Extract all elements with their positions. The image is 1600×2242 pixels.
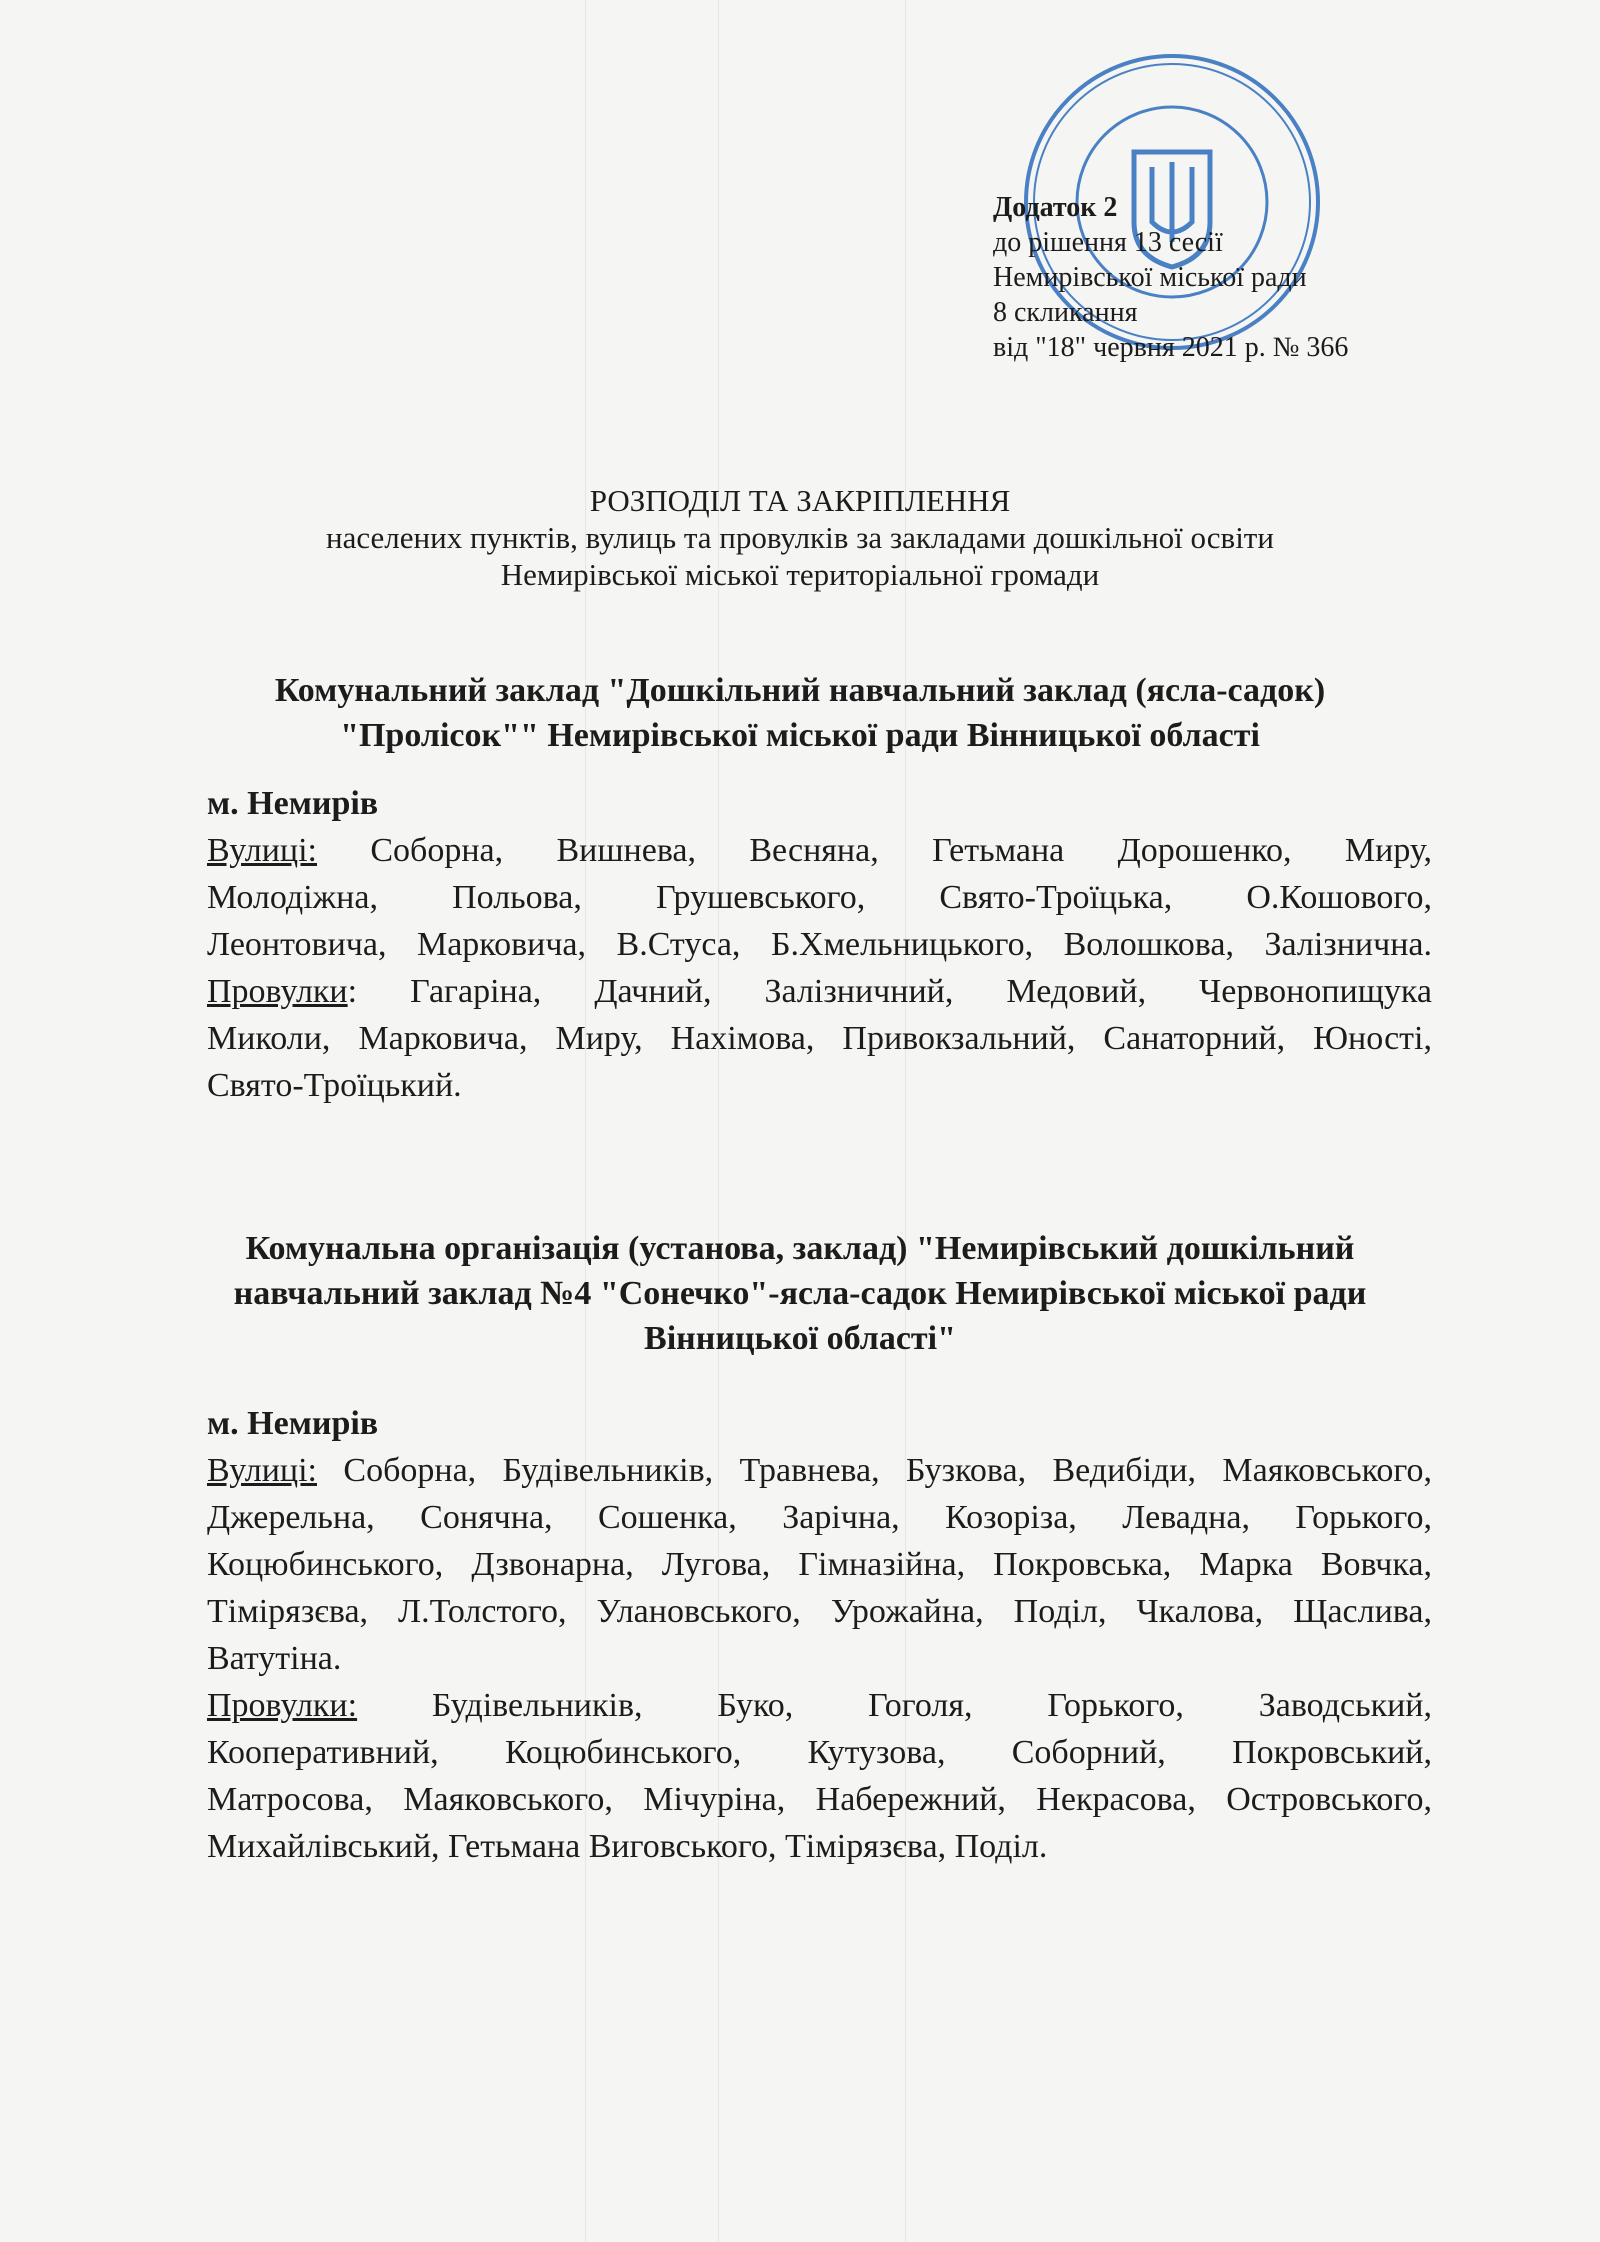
lanes-line: Миколи, Марковича, Миру, Нахімова, Привокзальний, Санаторний, Юності,: [207, 1020, 1432, 1057]
section-title-line: "Пролісок"" Немирівської міської ради Вінницької області: [340, 717, 1260, 754]
section-1-title: [0, 668, 1600, 758]
scan-fold: [718, 0, 719, 2242]
streets-label: Вулиці:: [207, 1452, 317, 1489]
section-title-line: Комунальний заклад "Дошкільний навчальний заклад (ясла-садок): [274, 672, 1326, 709]
section-2-title: [0, 1226, 1600, 1361]
lanes-label: Провулки:: [207, 1687, 358, 1724]
streets-line: Молодіжна, Польова, Грушевського, Свято-Троїцька, О.Кошового,: [207, 879, 1432, 916]
lanes-line: : Гагаріна, Дачний, Залізничний, Медовий, Червонопищука: [347, 973, 1432, 1010]
section-title-line: Вінницької області": [644, 1320, 956, 1357]
convocation: 8 скликання: [993, 297, 1138, 328]
title-sub: Немирівської міської територіальної громади: [500, 557, 1100, 592]
city-name: м. Немирів: [207, 1405, 379, 1442]
title-sub: населених пунктів, вулиць та провулків за закладами дошкільної освіти: [326, 520, 1274, 555]
section-title-line: Комунальна організація (установа, заклад) "Немирівський дошкільний: [245, 1230, 1355, 1267]
streets-line: Джерельна, Сонячна, Сошенка, Зарічна, Козоріза, Левадна, Горького,: [207, 1499, 1432, 1536]
scan-fold: [585, 0, 586, 2242]
appendix-header: [993, 190, 1348, 365]
section-1-body: [207, 780, 1432, 1109]
city-name: м. Немирів: [207, 785, 379, 822]
streets-line: Ватутіна.: [207, 1640, 342, 1677]
streets-label: Вулиці:: [207, 832, 317, 869]
lanes-line: Михайлівський, Гетьмана Виговського, Тімірязєва, Поділ.: [207, 1828, 1048, 1865]
streets-line: Соборна, Вишнева, Весняна, Гетьмана Дорошенко, Миру,: [370, 832, 1432, 869]
streets-line: Коцюбинського, Дзвонарна, Лугова, Гімназійна, Покровська, Марка Вовчка,: [207, 1546, 1432, 1583]
section-2-body: [207, 1400, 1432, 1870]
lanes-line: Кооперативний, Коцюбинського, Кутузова, Соборний, Покровський,: [207, 1734, 1432, 1771]
lanes-line: Будівельників, Буко, Гоголя, Горького, Заводський,: [431, 1687, 1433, 1724]
lanes-line: Матросова, Маяковського, Мічуріна, Набережний, Некрасова, Островського,: [207, 1781, 1432, 1818]
lanes-label: Провулки: [207, 973, 348, 1010]
decision-ref: до рішення 13 сесії: [993, 227, 1223, 258]
streets-line: Соборна, Будівельників, Травнева, Бузкова, Ведибіди, Маяковського,: [343, 1452, 1433, 1489]
streets-line: Тімірязєва, Л.Толстого, Улановського, Урожайна, Поділ, Чкалова, Щаслива,: [207, 1593, 1432, 1630]
council-name: Немирівської міської ради: [993, 262, 1307, 293]
document-title: [0, 482, 1600, 593]
title-main: РОЗПОДІЛ ТА ЗАКРІПЛЕННЯ: [589, 483, 1011, 518]
section-title-line: навчальний заклад №4 "Сонечко"-ясла-садок Немирівської міської ради: [233, 1275, 1367, 1312]
appendix-number: Додаток 2: [993, 192, 1118, 223]
scan-fold: [905, 0, 906, 2242]
decision-date: від "18" червня 2021 р. № 366: [993, 332, 1349, 363]
streets-line: Леонтовича, Марковича, В.Стуса, Б.Хмельницького, Волошкова, Залізнична.: [207, 926, 1432, 963]
lanes-line: Свято-Троїцький.: [207, 1067, 462, 1104]
